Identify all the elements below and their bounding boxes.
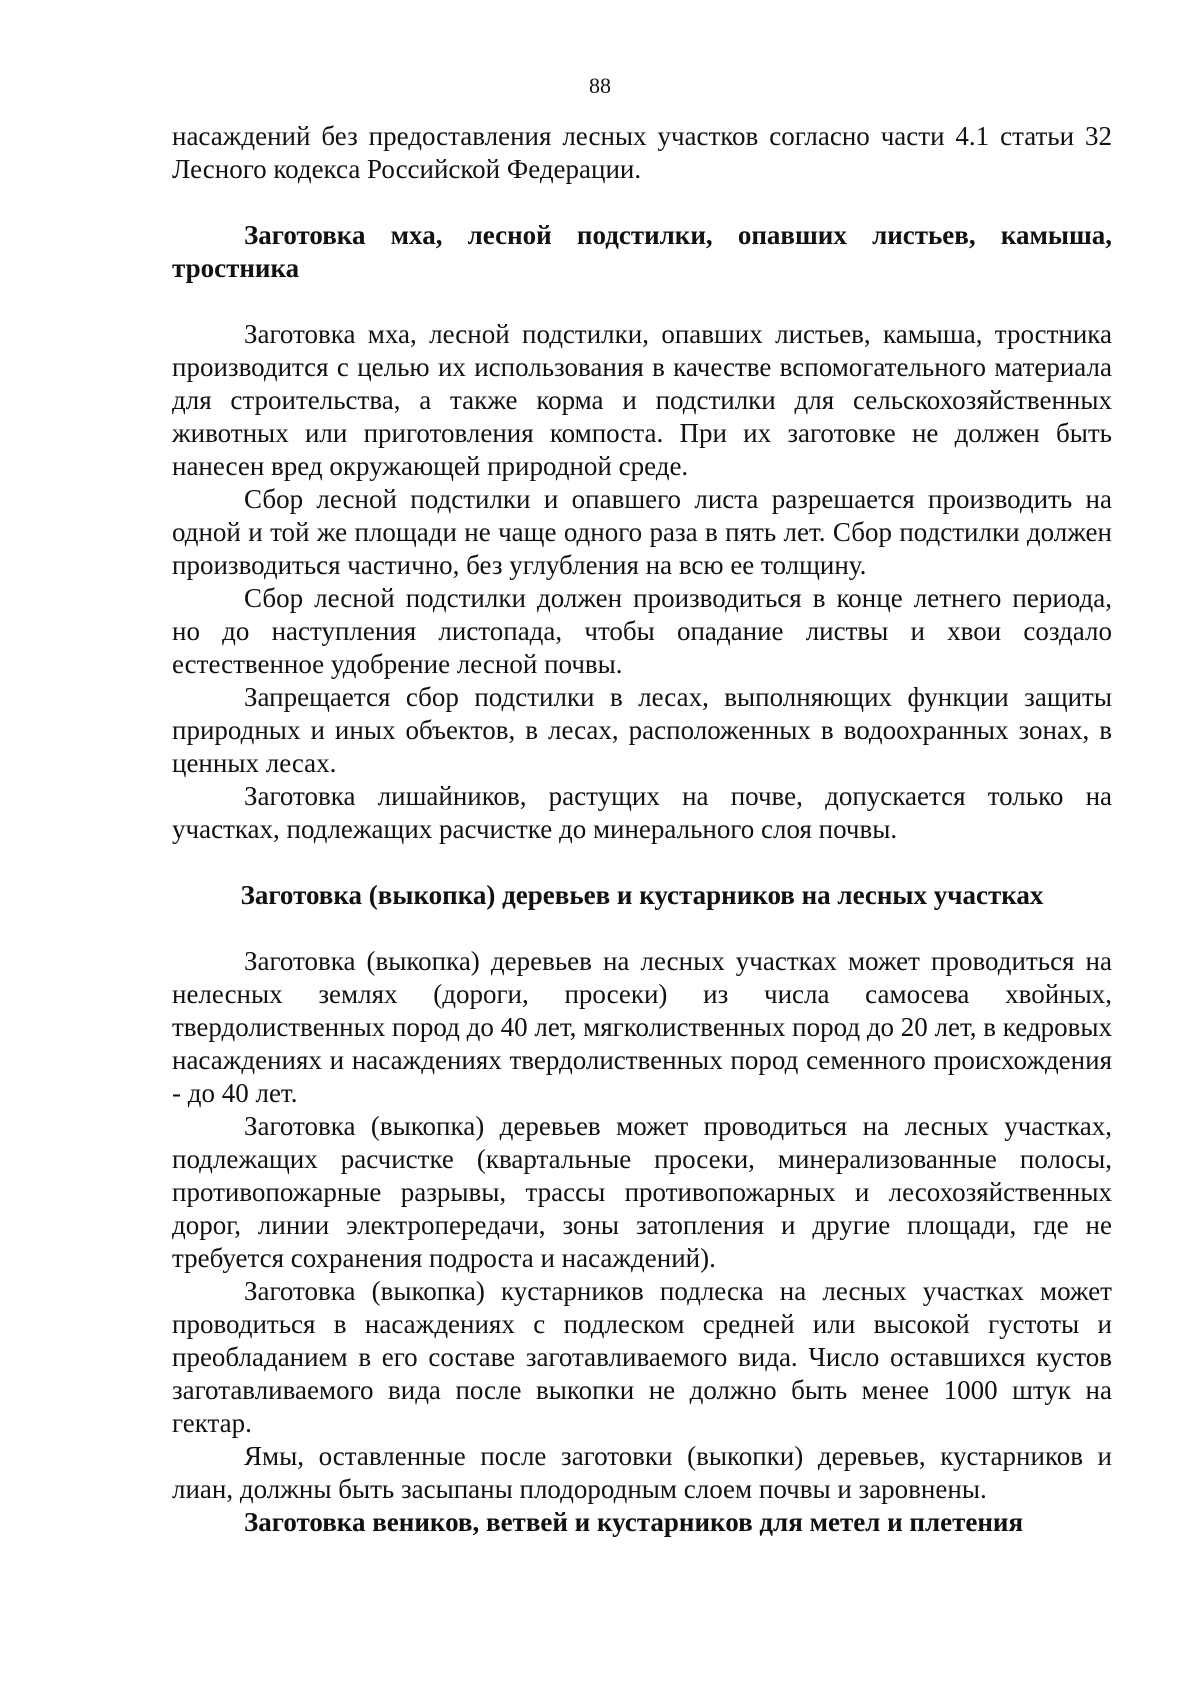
paragraph: Заготовка (выкопка) деревьев может проводиться на лесных участках, подлежащих расчистке (квартальные просеки, минерализованные полосы, противопожарные разрывы, трассы противопожарных и лесохозяйственных дорог, линии электропередачи, зоны затопления и другие площади, где не требуется сохранения подроста и насаждений). [172, 1111, 1112, 1273]
paragraph: Заготовка (выкопка) деревьев на лесных участках может проводиться на нелесных землях (дороги, просеки) из числа самосева хвойных, твердолиственных пород до 40 лет, мягколиственных пород до 20 лет, в кедровых насаждениях и насаждениях твердолиственных пород семенного происхождения - до 40 лет. [172, 946, 1112, 1108]
section-heading-brooms: Заготовка веников, ветвей и кустарников для метел и плетения [244, 1507, 1024, 1537]
page-number: 88 [589, 73, 611, 98]
section-body-moss [172, 318, 1112, 846]
section-heading-moss: Заготовка мха, лесной подстилки, опавших листьев, камыша, тростника [172, 220, 1112, 283]
intro-paragraph: насаждений без предоставления лесных участков согласно части 4.1 статьи 32 Лесного кодекса Российской Федерации. [172, 121, 1112, 184]
section-body-trees [172, 945, 1112, 1506]
paragraph: Заготовка мха, лесной подстилки, опавших листьев, камыша, тростника производится с целью их использования в качестве вспомогательного материала для строительства, а также корма и подстилки для сельскохозяйственных животных или приготовления компоста. При их заготовке не должен быть нанесен вред окружающей природной среде. [172, 319, 1112, 481]
document-body [172, 120, 1112, 1539]
paragraph: Заготовка лишайников, растущих на почве, допускается только на участках, подлежащих расчистке до минерального слоя почвы. [172, 781, 1112, 844]
paragraph: Сбор лесной подстилки должен производиться в конце летнего периода, но до наступления листопада, чтобы опадание листвы и хвои создало естественное удобрение лесной почвы. [172, 583, 1112, 679]
paragraph: Запрещается сбор подстилки в лесах, выполняющих функции защиты природных и иных объектов, в лесах, расположенных в водоохранных зонах, в ценных лесах. [172, 682, 1112, 778]
paragraph: Сбор лесной подстилки и опавшего листа разрешается производить на одной и той же площади не чаще одного раза в пять лет. Сбор подстилки должен производиться частично, без углубления на всю ее толщину. [172, 484, 1112, 580]
section-heading-trees: Заготовка (выкопка) деревьев и кустарников на лесных участках [240, 880, 1044, 910]
paragraph: Заготовка (выкопка) кустарников подлеска на лесных участках может проводиться в насаждениях с подлеском средней или высокой густоты и преобладанием в его составе заготавливаемого вида. Число оставшихся кустов заготавливаемого вида после выкопки не должно быть менее 1000 штук на гектар. [172, 1276, 1112, 1438]
paragraph: Ямы, оставленные после заготовки (выкопки) деревьев, кустарников и лиан, должны быть засыпаны плодородным слоем почвы и заровнены. [172, 1441, 1112, 1504]
